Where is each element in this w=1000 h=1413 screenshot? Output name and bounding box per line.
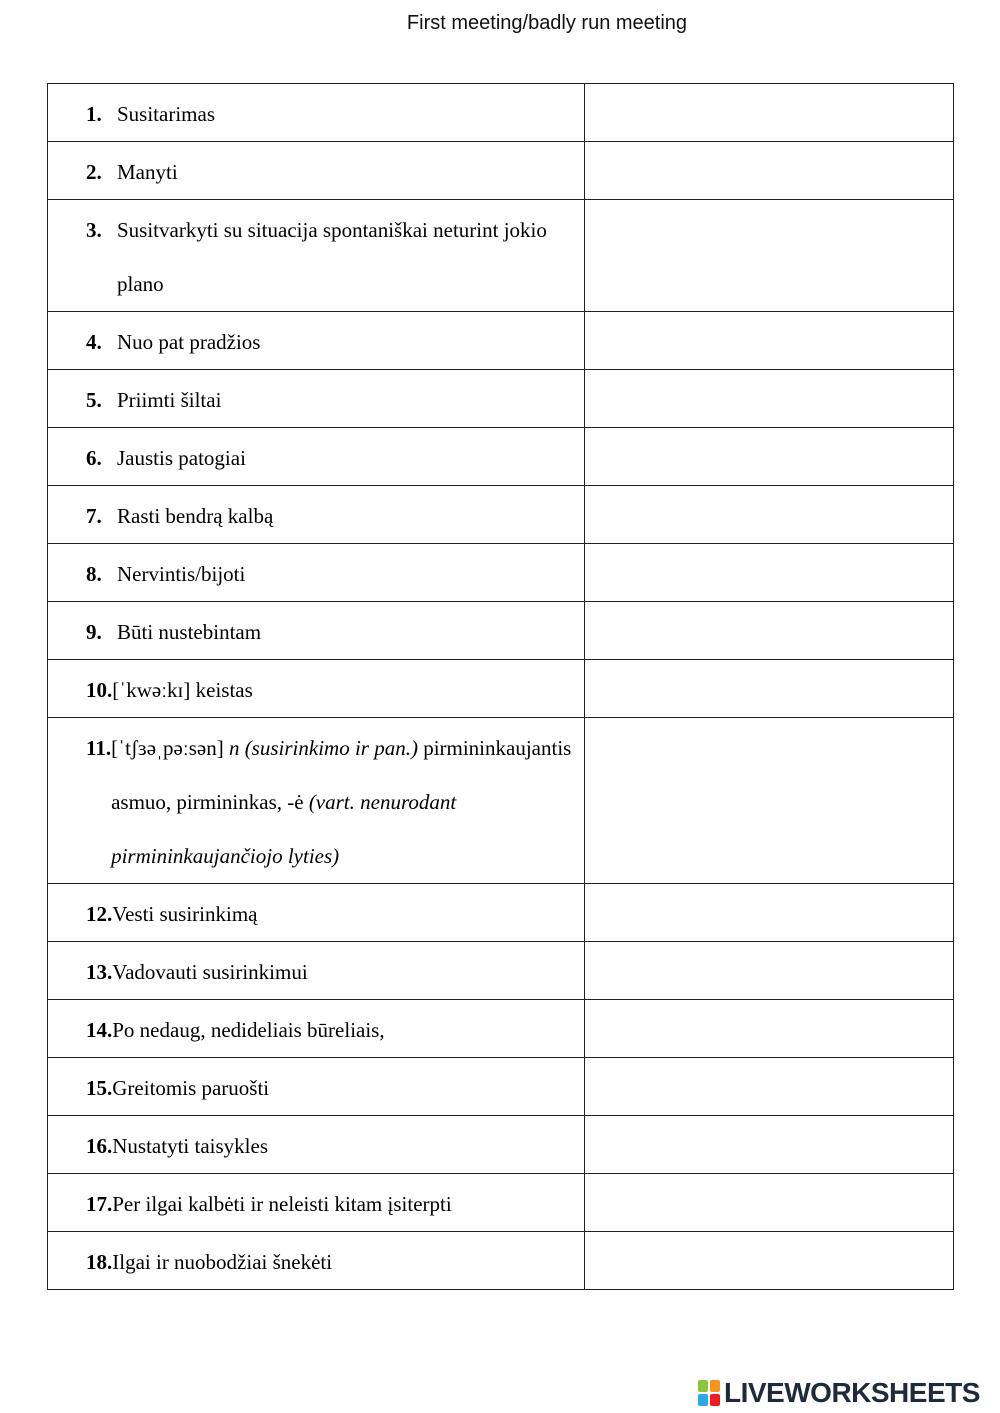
term-cell bbox=[48, 884, 585, 942]
item-number: 10. bbox=[86, 678, 113, 702]
liveworksheets-logo-icon bbox=[698, 1380, 720, 1406]
liveworksheets-logo bbox=[698, 1377, 980, 1409]
answer-cell[interactable] bbox=[585, 1232, 954, 1290]
item-text bbox=[117, 489, 584, 543]
item-text-part: Susitvarkyti su situacija spontaniškai neturint jokio plano bbox=[117, 218, 547, 296]
brand-text bbox=[724, 1377, 980, 1409]
answer-cell[interactable] bbox=[585, 428, 954, 486]
table-row bbox=[48, 84, 954, 142]
term-cell bbox=[48, 942, 585, 1000]
answer-cell[interactable] bbox=[585, 1174, 954, 1232]
item-text-part: Jaustis patogiai bbox=[117, 446, 246, 470]
answer-cell[interactable] bbox=[585, 486, 954, 544]
item-text bbox=[117, 203, 584, 311]
term-cell bbox=[48, 428, 585, 486]
answer-cell[interactable] bbox=[585, 942, 954, 1000]
answer-cell[interactable] bbox=[585, 370, 954, 428]
term-cell bbox=[48, 1174, 585, 1232]
term-cell bbox=[48, 312, 585, 370]
vocabulary-table bbox=[47, 83, 954, 1290]
term-content bbox=[48, 660, 584, 717]
item-text bbox=[117, 547, 584, 601]
answer-cell[interactable] bbox=[585, 1058, 954, 1116]
item-number: 2. bbox=[86, 160, 102, 184]
item-number: 11. bbox=[86, 736, 112, 760]
item-text-italic: n (susirinkimo ir pan.) bbox=[228, 736, 418, 760]
answer-cell[interactable] bbox=[585, 660, 954, 718]
item-text-part: Greitomis paruošti bbox=[112, 1076, 270, 1100]
page-title: First meeting/badly run meeting bbox=[406, 12, 688, 34]
term-content bbox=[48, 1174, 584, 1231]
term-cell bbox=[48, 370, 585, 428]
term-content bbox=[48, 942, 584, 999]
item-text-part: pirmininkaujantis asmuo, pirmininkas, -ė bbox=[111, 736, 572, 814]
item-number: 17. bbox=[86, 1192, 113, 1216]
item-text bbox=[117, 605, 584, 659]
table-row bbox=[48, 884, 954, 942]
item-number: 15. bbox=[86, 1076, 113, 1100]
item-number: 8. bbox=[86, 562, 102, 586]
item-number: 18. bbox=[86, 1250, 113, 1274]
item-text-part: Po nedaug, nedideliais būreliais, bbox=[112, 1018, 385, 1042]
term-cell bbox=[48, 200, 585, 312]
table-row bbox=[48, 1116, 954, 1174]
item-text-part: Būti nustebintam bbox=[117, 620, 262, 644]
item-number: 14. bbox=[86, 1018, 113, 1042]
term-content bbox=[48, 84, 584, 141]
term-content bbox=[48, 1232, 584, 1289]
term-content bbox=[48, 544, 584, 601]
answer-cell[interactable] bbox=[585, 312, 954, 370]
table-row bbox=[48, 428, 954, 486]
item-number: 12. bbox=[86, 902, 113, 926]
item-text bbox=[117, 431, 584, 485]
term-cell bbox=[48, 1232, 585, 1290]
term-content bbox=[48, 718, 584, 883]
item-number: 13. bbox=[86, 960, 113, 984]
table-row bbox=[48, 142, 954, 200]
term-content bbox=[48, 884, 584, 941]
term-cell bbox=[48, 602, 585, 660]
answer-cell[interactable] bbox=[585, 142, 954, 200]
item-text bbox=[112, 945, 584, 999]
item-text bbox=[117, 87, 584, 141]
item-number: 7. bbox=[86, 504, 102, 528]
item-number: 5. bbox=[86, 388, 102, 412]
item-text bbox=[112, 1235, 584, 1289]
item-text-italic: (vart. nenurodant pirmininkaujančiojo lyties) bbox=[111, 790, 457, 868]
term-content bbox=[48, 1116, 584, 1173]
answer-cell[interactable] bbox=[585, 602, 954, 660]
item-text-part: Susitarimas bbox=[117, 102, 215, 126]
table-row bbox=[48, 1174, 954, 1232]
item-text bbox=[117, 315, 584, 369]
term-cell bbox=[48, 1058, 585, 1116]
term-cell bbox=[48, 84, 585, 142]
item-text bbox=[112, 1177, 584, 1231]
item-text-part: Nuo pat pradžios bbox=[117, 330, 261, 354]
item-text-part: Ilgai ir nuobodžiai šnekėti bbox=[112, 1250, 333, 1274]
answer-cell[interactable] bbox=[585, 200, 954, 312]
table-row bbox=[48, 1000, 954, 1058]
term-content bbox=[48, 1000, 584, 1057]
item-text-part: Nustatyti taisykles bbox=[112, 1134, 268, 1158]
item-text-part: [ˈtʃɜəˌpəːsən] bbox=[111, 736, 229, 760]
term-content bbox=[48, 370, 584, 427]
term-cell bbox=[48, 142, 585, 200]
term-content bbox=[48, 142, 584, 199]
item-text-part: Manyti bbox=[117, 160, 178, 184]
answer-cell[interactable] bbox=[585, 1116, 954, 1174]
table-row bbox=[48, 544, 954, 602]
item-text bbox=[111, 721, 584, 883]
item-number: 6. bbox=[86, 446, 102, 470]
table-row bbox=[48, 370, 954, 428]
table-row bbox=[48, 602, 954, 660]
logo-square-3 bbox=[698, 1394, 708, 1406]
answer-cell[interactable] bbox=[585, 84, 954, 142]
item-text bbox=[117, 373, 584, 427]
term-content bbox=[48, 486, 584, 543]
term-cell bbox=[48, 544, 585, 602]
table-row bbox=[48, 312, 954, 370]
logo-square-2 bbox=[710, 1380, 720, 1392]
term-cell bbox=[48, 660, 585, 718]
term-content bbox=[48, 602, 584, 659]
answer-cell[interactable] bbox=[585, 884, 954, 942]
logo-square-4 bbox=[710, 1394, 720, 1406]
term-cell bbox=[48, 486, 585, 544]
term-content bbox=[48, 428, 584, 485]
item-number: 1. bbox=[86, 102, 102, 126]
brand-text-live: LIVE bbox=[724, 1377, 785, 1408]
brand-text-worksheets: WORKSHEETS bbox=[784, 1377, 980, 1408]
item-text bbox=[112, 1003, 584, 1057]
item-text-part: Rasti bendrą kalbą bbox=[117, 504, 274, 528]
term-content bbox=[48, 1058, 584, 1115]
item-number: 3. bbox=[86, 218, 102, 242]
item-text-part: [ˈkwəːkɪ] keistas bbox=[112, 678, 253, 702]
term-content bbox=[48, 200, 584, 311]
table-row bbox=[48, 1058, 954, 1116]
table-row bbox=[48, 1232, 954, 1290]
term-cell bbox=[48, 1116, 585, 1174]
table-row bbox=[48, 486, 954, 544]
item-text-part: Vadovauti susirinkimui bbox=[112, 960, 308, 984]
item-number: 9. bbox=[86, 620, 102, 644]
item-text bbox=[112, 1061, 584, 1115]
item-text-part: Per ilgai kalbėti ir neleisti kitam įsiterpti bbox=[112, 1192, 452, 1216]
item-text-part: Nervintis/bijoti bbox=[117, 562, 246, 586]
item-number: 16. bbox=[86, 1134, 113, 1158]
term-cell bbox=[48, 718, 585, 884]
item-text bbox=[117, 145, 584, 199]
item-text-part: Priimti šiltai bbox=[117, 388, 222, 412]
item-text bbox=[112, 663, 584, 717]
answer-cell[interactable] bbox=[585, 1000, 954, 1058]
item-number: 4. bbox=[86, 330, 102, 354]
table-row bbox=[48, 660, 954, 718]
table-row bbox=[48, 200, 954, 312]
term-cell bbox=[48, 1000, 585, 1058]
term-content bbox=[48, 312, 584, 369]
answer-cell[interactable] bbox=[585, 544, 954, 602]
item-text bbox=[112, 887, 584, 941]
table-row bbox=[48, 718, 954, 884]
item-text bbox=[112, 1119, 584, 1173]
answer-cell[interactable] bbox=[585, 718, 954, 884]
logo-square-1 bbox=[698, 1380, 708, 1392]
table-row bbox=[48, 942, 954, 1000]
item-text-part: Vesti susirinkimą bbox=[112, 902, 258, 926]
